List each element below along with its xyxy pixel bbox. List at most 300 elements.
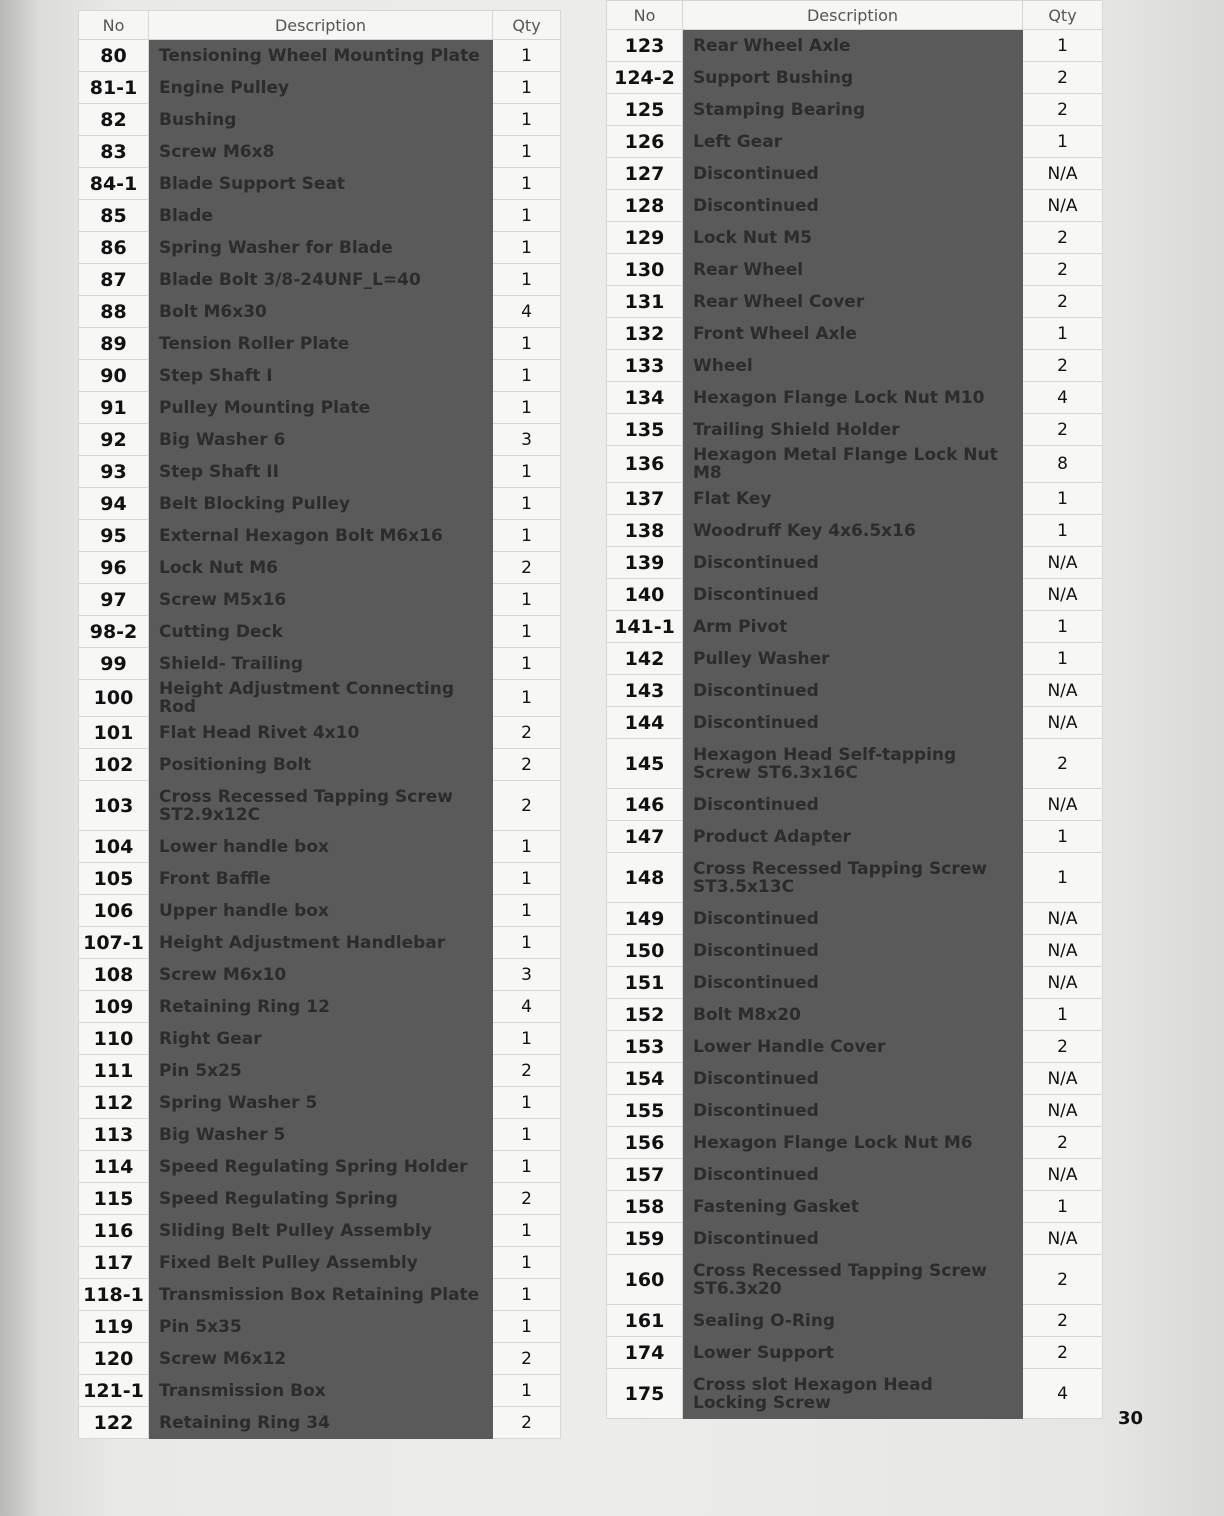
part-quantity: 2 xyxy=(493,781,561,831)
part-number: 156 xyxy=(607,1127,683,1159)
table-row xyxy=(79,616,561,648)
part-description: Pulley Washer xyxy=(683,643,1023,675)
part-description: Support Bushing xyxy=(683,62,1023,94)
part-quantity: 1 xyxy=(493,1023,561,1055)
part-number: 145 xyxy=(607,739,683,789)
part-quantity: 1 xyxy=(493,200,561,232)
table-row xyxy=(607,739,1103,789)
table-header-row xyxy=(79,11,561,40)
part-quantity: 1 xyxy=(493,1247,561,1279)
part-description: Lock Nut M6 xyxy=(149,552,493,584)
part-number: 149 xyxy=(607,903,683,935)
part-quantity: N/A xyxy=(1023,1095,1103,1127)
table-row xyxy=(79,749,561,781)
table-row xyxy=(607,30,1103,62)
table-row xyxy=(607,547,1103,579)
part-number: 134 xyxy=(607,382,683,414)
part-number: 130 xyxy=(607,254,683,286)
part-number: 98-2 xyxy=(79,616,149,648)
part-description: Hexagon Head Self-tapping Screw ST6.3x16C xyxy=(683,739,1023,789)
part-number: 154 xyxy=(607,1063,683,1095)
table-row xyxy=(607,1305,1103,1337)
table-row xyxy=(79,520,561,552)
table-row xyxy=(607,1223,1103,1255)
table-row xyxy=(79,991,561,1023)
part-number: 119 xyxy=(79,1311,149,1343)
part-number: 89 xyxy=(79,328,149,360)
table-row xyxy=(607,1159,1103,1191)
part-description: Discontinued xyxy=(683,675,1023,707)
part-number: 81-1 xyxy=(79,72,149,104)
part-quantity: 1 xyxy=(493,648,561,680)
table-row xyxy=(79,424,561,456)
part-description: Discontinued xyxy=(683,547,1023,579)
part-quantity: N/A xyxy=(1023,707,1103,739)
part-quantity: 1 xyxy=(1023,853,1103,903)
parts-table-right xyxy=(606,0,1103,1419)
table-row xyxy=(607,643,1103,675)
table-row xyxy=(607,222,1103,254)
part-number: 102 xyxy=(79,749,149,781)
part-description: Bolt M8x20 xyxy=(683,999,1023,1031)
part-quantity: 1 xyxy=(493,1119,561,1151)
header-no: No xyxy=(79,11,149,40)
part-quantity: 8 xyxy=(1023,446,1103,483)
table-row xyxy=(79,1247,561,1279)
part-quantity: N/A xyxy=(1023,903,1103,935)
part-description: Discontinued xyxy=(683,935,1023,967)
header-qty: Qty xyxy=(493,11,561,40)
part-quantity: 4 xyxy=(1023,1369,1103,1419)
part-description: Discontinued xyxy=(683,1223,1023,1255)
part-description: Right Gear xyxy=(149,1023,493,1055)
table-row xyxy=(607,1369,1103,1419)
part-number: 174 xyxy=(607,1337,683,1369)
part-number: 139 xyxy=(607,547,683,579)
part-description: Rear Wheel xyxy=(683,254,1023,286)
part-description: Discontinued xyxy=(683,158,1023,190)
part-description: Discontinued xyxy=(683,789,1023,821)
part-number: 100 xyxy=(79,680,149,717)
table-row xyxy=(79,264,561,296)
part-description: Spring Washer for Blade xyxy=(149,232,493,264)
table-header-row xyxy=(607,1,1103,30)
table-row xyxy=(79,1375,561,1407)
part-quantity: 1 xyxy=(1023,611,1103,643)
part-number: 82 xyxy=(79,104,149,136)
part-quantity: 1 xyxy=(493,927,561,959)
table-row xyxy=(79,328,561,360)
part-description: Flat Key xyxy=(683,483,1023,515)
table-row xyxy=(79,200,561,232)
part-number: 83 xyxy=(79,136,149,168)
part-quantity: N/A xyxy=(1023,579,1103,611)
part-quantity: 1 xyxy=(493,392,561,424)
part-number: 94 xyxy=(79,488,149,520)
part-description: Discontinued xyxy=(683,190,1023,222)
table-row xyxy=(79,552,561,584)
part-number: 90 xyxy=(79,360,149,392)
part-number: 86 xyxy=(79,232,149,264)
part-number: 153 xyxy=(607,1031,683,1063)
header-qty: Qty xyxy=(1023,1,1103,30)
part-quantity: N/A xyxy=(1023,935,1103,967)
part-number: 152 xyxy=(607,999,683,1031)
part-quantity: 2 xyxy=(493,717,561,749)
table-row xyxy=(79,831,561,863)
part-quantity: 2 xyxy=(1023,414,1103,446)
part-description: Sealing O-Ring xyxy=(683,1305,1023,1337)
part-description: Woodruff Key 4x6.5x16 xyxy=(683,515,1023,547)
part-number: 126 xyxy=(607,126,683,158)
part-number: 155 xyxy=(607,1095,683,1127)
part-description: Pin 5x35 xyxy=(149,1311,493,1343)
part-number: 140 xyxy=(607,579,683,611)
table-row xyxy=(79,392,561,424)
table-row xyxy=(79,1407,561,1439)
part-number: 105 xyxy=(79,863,149,895)
part-number: 115 xyxy=(79,1183,149,1215)
part-number: 116 xyxy=(79,1215,149,1247)
part-number: 146 xyxy=(607,789,683,821)
part-number: 101 xyxy=(79,717,149,749)
part-quantity: 1 xyxy=(493,1151,561,1183)
table-row xyxy=(79,781,561,831)
part-description: Speed Regulating Spring xyxy=(149,1183,493,1215)
part-number: 122 xyxy=(79,1407,149,1439)
part-description: Positioning Bolt xyxy=(149,749,493,781)
part-description: Lower Support xyxy=(683,1337,1023,1369)
part-number: 120 xyxy=(79,1343,149,1375)
part-description: Cross slot Hexagon Head Locking Screw xyxy=(683,1369,1023,1419)
table-row xyxy=(79,1055,561,1087)
part-number: 129 xyxy=(607,222,683,254)
part-number: 148 xyxy=(607,853,683,903)
table-row xyxy=(607,350,1103,382)
part-quantity: 1 xyxy=(493,863,561,895)
part-description: Retaining Ring 34 xyxy=(149,1407,493,1439)
table-row xyxy=(607,62,1103,94)
table-row xyxy=(79,680,561,717)
part-number: 110 xyxy=(79,1023,149,1055)
part-quantity: 1 xyxy=(493,1279,561,1311)
part-quantity: 1 xyxy=(493,1311,561,1343)
table-row xyxy=(79,456,561,488)
table-row xyxy=(79,1279,561,1311)
part-quantity: 1 xyxy=(1023,318,1103,350)
table-row xyxy=(607,611,1103,643)
part-description: Discontinued xyxy=(683,967,1023,999)
part-quantity: 1 xyxy=(1023,999,1103,1031)
part-description: External Hexagon Bolt M6x16 xyxy=(149,520,493,552)
part-description: Arm Pivot xyxy=(683,611,1023,643)
part-number: 142 xyxy=(607,643,683,675)
part-description: Pin 5x25 xyxy=(149,1055,493,1087)
table-row xyxy=(79,1119,561,1151)
part-quantity: N/A xyxy=(1023,675,1103,707)
part-quantity: 1 xyxy=(1023,126,1103,158)
part-number: 111 xyxy=(79,1055,149,1087)
part-quantity: 1 xyxy=(1023,515,1103,547)
part-quantity: 2 xyxy=(493,749,561,781)
part-quantity: 1 xyxy=(493,168,561,200)
table-row xyxy=(79,895,561,927)
part-description: Engine Pulley xyxy=(149,72,493,104)
part-quantity: 1 xyxy=(493,40,561,72)
parts-table-left xyxy=(78,10,561,1439)
table-row xyxy=(79,296,561,328)
part-quantity: 1 xyxy=(493,1087,561,1119)
part-number: 118-1 xyxy=(79,1279,149,1311)
part-description: Product Adapter xyxy=(683,821,1023,853)
part-description: Transmission Box Retaining Plate xyxy=(149,1279,493,1311)
part-description: Step Shaft I xyxy=(149,360,493,392)
part-number: 131 xyxy=(607,286,683,318)
part-description: Sliding Belt Pulley Assembly xyxy=(149,1215,493,1247)
part-number: 106 xyxy=(79,895,149,927)
part-number: 108 xyxy=(79,959,149,991)
part-number: 104 xyxy=(79,831,149,863)
part-quantity: 1 xyxy=(493,584,561,616)
part-quantity: 1 xyxy=(493,895,561,927)
part-description: Screw M6x12 xyxy=(149,1343,493,1375)
part-description: Tensioning Wheel Mounting Plate xyxy=(149,40,493,72)
part-description: Cross Recessed Tapping Screw ST6.3x20 xyxy=(683,1255,1023,1305)
part-quantity: 2 xyxy=(1023,1127,1103,1159)
table-row xyxy=(79,1087,561,1119)
part-description: Left Gear xyxy=(683,126,1023,158)
part-number: 151 xyxy=(607,967,683,999)
part-description: Hexagon Flange Lock Nut M10 xyxy=(683,382,1023,414)
table-row xyxy=(607,967,1103,999)
part-number: 175 xyxy=(607,1369,683,1419)
part-number: 128 xyxy=(607,190,683,222)
table-row xyxy=(607,579,1103,611)
part-description: Fastening Gasket xyxy=(683,1191,1023,1223)
part-number: 87 xyxy=(79,264,149,296)
part-quantity: 3 xyxy=(493,959,561,991)
part-description: Discontinued xyxy=(683,707,1023,739)
part-quantity: N/A xyxy=(1023,1159,1103,1191)
part-number: 112 xyxy=(79,1087,149,1119)
header-no: No xyxy=(607,1,683,30)
part-quantity: 2 xyxy=(1023,739,1103,789)
part-quantity: 1 xyxy=(493,680,561,717)
table-row xyxy=(79,717,561,749)
part-quantity: 1 xyxy=(493,104,561,136)
table-row xyxy=(607,94,1103,126)
table-row xyxy=(79,1151,561,1183)
part-description: Pulley Mounting Plate xyxy=(149,392,493,424)
table-row xyxy=(79,40,561,72)
part-description: Discontinued xyxy=(683,1063,1023,1095)
table-row xyxy=(79,1023,561,1055)
part-number: 97 xyxy=(79,584,149,616)
part-quantity: 2 xyxy=(1023,62,1103,94)
part-quantity: N/A xyxy=(1023,789,1103,821)
part-quantity: 1 xyxy=(493,616,561,648)
part-number: 141-1 xyxy=(607,611,683,643)
part-number: 158 xyxy=(607,1191,683,1223)
part-description: Wheel xyxy=(683,350,1023,382)
table-row xyxy=(607,1337,1103,1369)
part-quantity: N/A xyxy=(1023,547,1103,579)
part-description: Bolt M6x30 xyxy=(149,296,493,328)
table-row xyxy=(607,1127,1103,1159)
table-row xyxy=(607,158,1103,190)
part-quantity: 2 xyxy=(493,1183,561,1215)
part-quantity: 2 xyxy=(1023,1305,1103,1337)
part-description: Spring Washer 5 xyxy=(149,1087,493,1119)
part-number: 99 xyxy=(79,648,149,680)
part-description: Screw M6x10 xyxy=(149,959,493,991)
part-quantity: 1 xyxy=(493,72,561,104)
part-quantity: N/A xyxy=(1023,1063,1103,1095)
part-number: 88 xyxy=(79,296,149,328)
part-quantity: 2 xyxy=(1023,286,1103,318)
part-quantity: 1 xyxy=(493,831,561,863)
table-row xyxy=(79,648,561,680)
table-row xyxy=(607,1095,1103,1127)
page-number: 30 xyxy=(1118,1408,1144,1429)
part-description: Discontinued xyxy=(683,903,1023,935)
part-quantity: 2 xyxy=(1023,1031,1103,1063)
part-quantity: 1 xyxy=(493,520,561,552)
part-number: 107-1 xyxy=(79,927,149,959)
table-row xyxy=(607,821,1103,853)
part-quantity: 2 xyxy=(1023,254,1103,286)
part-description: Discontinued xyxy=(683,579,1023,611)
part-quantity: 2 xyxy=(1023,1255,1103,1305)
part-quantity: 1 xyxy=(493,456,561,488)
table-row xyxy=(79,959,561,991)
part-description: Bushing xyxy=(149,104,493,136)
part-description: Front Baffle xyxy=(149,863,493,895)
part-number: 121-1 xyxy=(79,1375,149,1407)
table-row xyxy=(79,584,561,616)
part-quantity: N/A xyxy=(1023,967,1103,999)
table-row xyxy=(607,789,1103,821)
part-number: 113 xyxy=(79,1119,149,1151)
part-number: 135 xyxy=(607,414,683,446)
part-description: Upper handle box xyxy=(149,895,493,927)
part-quantity: 1 xyxy=(1023,483,1103,515)
table-row xyxy=(607,414,1103,446)
part-quantity: 1 xyxy=(493,328,561,360)
table-row xyxy=(607,190,1103,222)
table-row xyxy=(79,360,561,392)
part-quantity: 2 xyxy=(493,1055,561,1087)
part-description: Height Adjustment Connecting Rod xyxy=(149,680,493,717)
table-row xyxy=(607,382,1103,414)
part-number: 85 xyxy=(79,200,149,232)
table-row xyxy=(607,853,1103,903)
part-number: 143 xyxy=(607,675,683,707)
part-description: Cross Recessed Tapping Screw ST2.9x12C xyxy=(149,781,493,831)
part-number: 96 xyxy=(79,552,149,584)
table-row xyxy=(607,1255,1103,1305)
part-quantity: 1 xyxy=(493,232,561,264)
table-row xyxy=(79,1183,561,1215)
part-description: Big Washer 5 xyxy=(149,1119,493,1151)
part-description: Blade Support Seat xyxy=(149,168,493,200)
part-number: 117 xyxy=(79,1247,149,1279)
part-number: 92 xyxy=(79,424,149,456)
part-number: 124-2 xyxy=(607,62,683,94)
part-quantity: 3 xyxy=(493,424,561,456)
part-description: Flat Head Rivet 4x10 xyxy=(149,717,493,749)
table-row xyxy=(79,232,561,264)
part-number: 127 xyxy=(607,158,683,190)
part-quantity: 2 xyxy=(493,1343,561,1375)
table-row xyxy=(79,72,561,104)
part-number: 144 xyxy=(607,707,683,739)
part-description: Speed Regulating Spring Holder xyxy=(149,1151,493,1183)
part-description: Hexagon Metal Flange Lock Nut M8 xyxy=(683,446,1023,483)
table-row xyxy=(79,863,561,895)
part-number: 157 xyxy=(607,1159,683,1191)
part-quantity: 2 xyxy=(1023,222,1103,254)
part-quantity: 1 xyxy=(493,360,561,392)
table-row xyxy=(607,515,1103,547)
part-quantity: N/A xyxy=(1023,158,1103,190)
part-description: Cutting Deck xyxy=(149,616,493,648)
part-number: 136 xyxy=(607,446,683,483)
part-description: Hexagon Flange Lock Nut M6 xyxy=(683,1127,1023,1159)
part-description: Screw M5x16 xyxy=(149,584,493,616)
table-row xyxy=(607,707,1103,739)
part-number: 123 xyxy=(607,30,683,62)
table-row xyxy=(607,318,1103,350)
part-number: 161 xyxy=(607,1305,683,1337)
table-row xyxy=(79,927,561,959)
part-quantity: 2 xyxy=(1023,94,1103,126)
part-number: 91 xyxy=(79,392,149,424)
part-description: Lower handle box xyxy=(149,831,493,863)
table-row xyxy=(79,1215,561,1247)
part-description: Tension Roller Plate xyxy=(149,328,493,360)
part-quantity: 1 xyxy=(493,1375,561,1407)
part-description: Discontinued xyxy=(683,1159,1023,1191)
part-number: 95 xyxy=(79,520,149,552)
table-row xyxy=(79,104,561,136)
table-row xyxy=(607,126,1103,158)
table-row xyxy=(79,1343,561,1375)
part-number: 147 xyxy=(607,821,683,853)
part-quantity: 2 xyxy=(1023,1337,1103,1369)
table-row xyxy=(607,483,1103,515)
header-description: Description xyxy=(683,1,1023,30)
part-description: Rear Wheel Cover xyxy=(683,286,1023,318)
part-description: Retaining Ring 12 xyxy=(149,991,493,1023)
part-quantity: N/A xyxy=(1023,1223,1103,1255)
table-row xyxy=(607,999,1103,1031)
table-row xyxy=(79,136,561,168)
part-description: Stamping Bearing xyxy=(683,94,1023,126)
part-description: Lock Nut M5 xyxy=(683,222,1023,254)
table-row xyxy=(79,488,561,520)
header-description: Description xyxy=(149,11,493,40)
part-quantity: N/A xyxy=(1023,190,1103,222)
part-quantity: 1 xyxy=(493,136,561,168)
part-quantity: 1 xyxy=(1023,30,1103,62)
table-row xyxy=(607,1063,1103,1095)
part-quantity: 1 xyxy=(493,1215,561,1247)
part-description: Lower Handle Cover xyxy=(683,1031,1023,1063)
table-row xyxy=(607,1191,1103,1223)
part-quantity: 1 xyxy=(493,488,561,520)
table-row xyxy=(607,286,1103,318)
